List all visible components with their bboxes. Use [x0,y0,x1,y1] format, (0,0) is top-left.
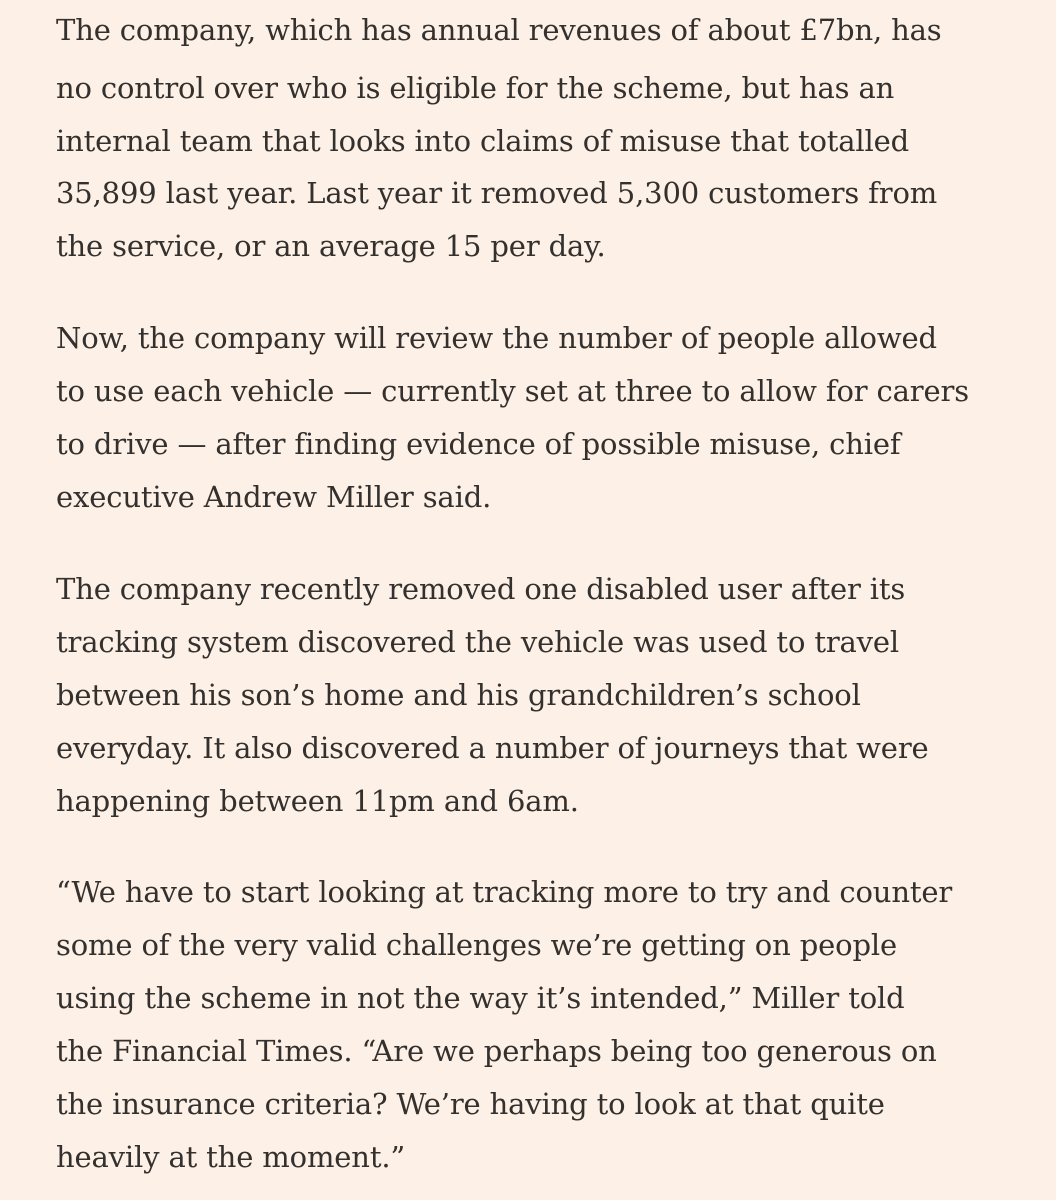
paragraph-line: to use each vehicle — currently set at three to allow for carers [56,374,969,408]
paragraph-line: the insurance criteria? We’re having to look at that quite [56,1087,885,1121]
paragraph-line: the Financial Times. “Are we perhaps being too generous on [56,1034,937,1068]
paragraph-line: internal team that looks into claims of misuse that totalled [56,124,910,158]
paragraph-line: to drive — after finding evidence of possible misuse, chief [56,427,901,461]
paragraph-line: Now, the company will review the number of people allowed [56,321,937,355]
paragraph-line: tracking system discovered the vehicle was used to travel [56,625,900,659]
paragraph-line: The company, which has annual revenues of about £7bn, has [56,13,942,47]
paragraph-line: 35,899 last year. Last year it removed 5,300 customers from [56,176,938,210]
paragraph-line: The company recently removed one disabled user after its [56,572,906,606]
paragraph-line: heavily at the moment.” [56,1140,406,1174]
paragraph-line: no control over who is eligible for the scheme, but has an [56,71,895,105]
paragraph-line: between his son’s home and his grandchildren’s school [56,678,861,712]
paragraph-line: happening between 11pm and 6am. [56,784,579,818]
paragraph-line: executive Andrew Miller said. [56,480,492,514]
paragraph-line: some of the very valid challenges we’re getting on people [56,928,897,962]
paragraph-line: the service, or an average 15 per day. [56,229,606,263]
paragraph-line: everyday. It also discovered a number of journeys that were [56,731,929,765]
paragraph-line: “We have to start looking at tracking more to try and counter [56,875,953,909]
paragraph-line: using the scheme in not the way it’s intended,” Miller told [56,981,905,1015]
